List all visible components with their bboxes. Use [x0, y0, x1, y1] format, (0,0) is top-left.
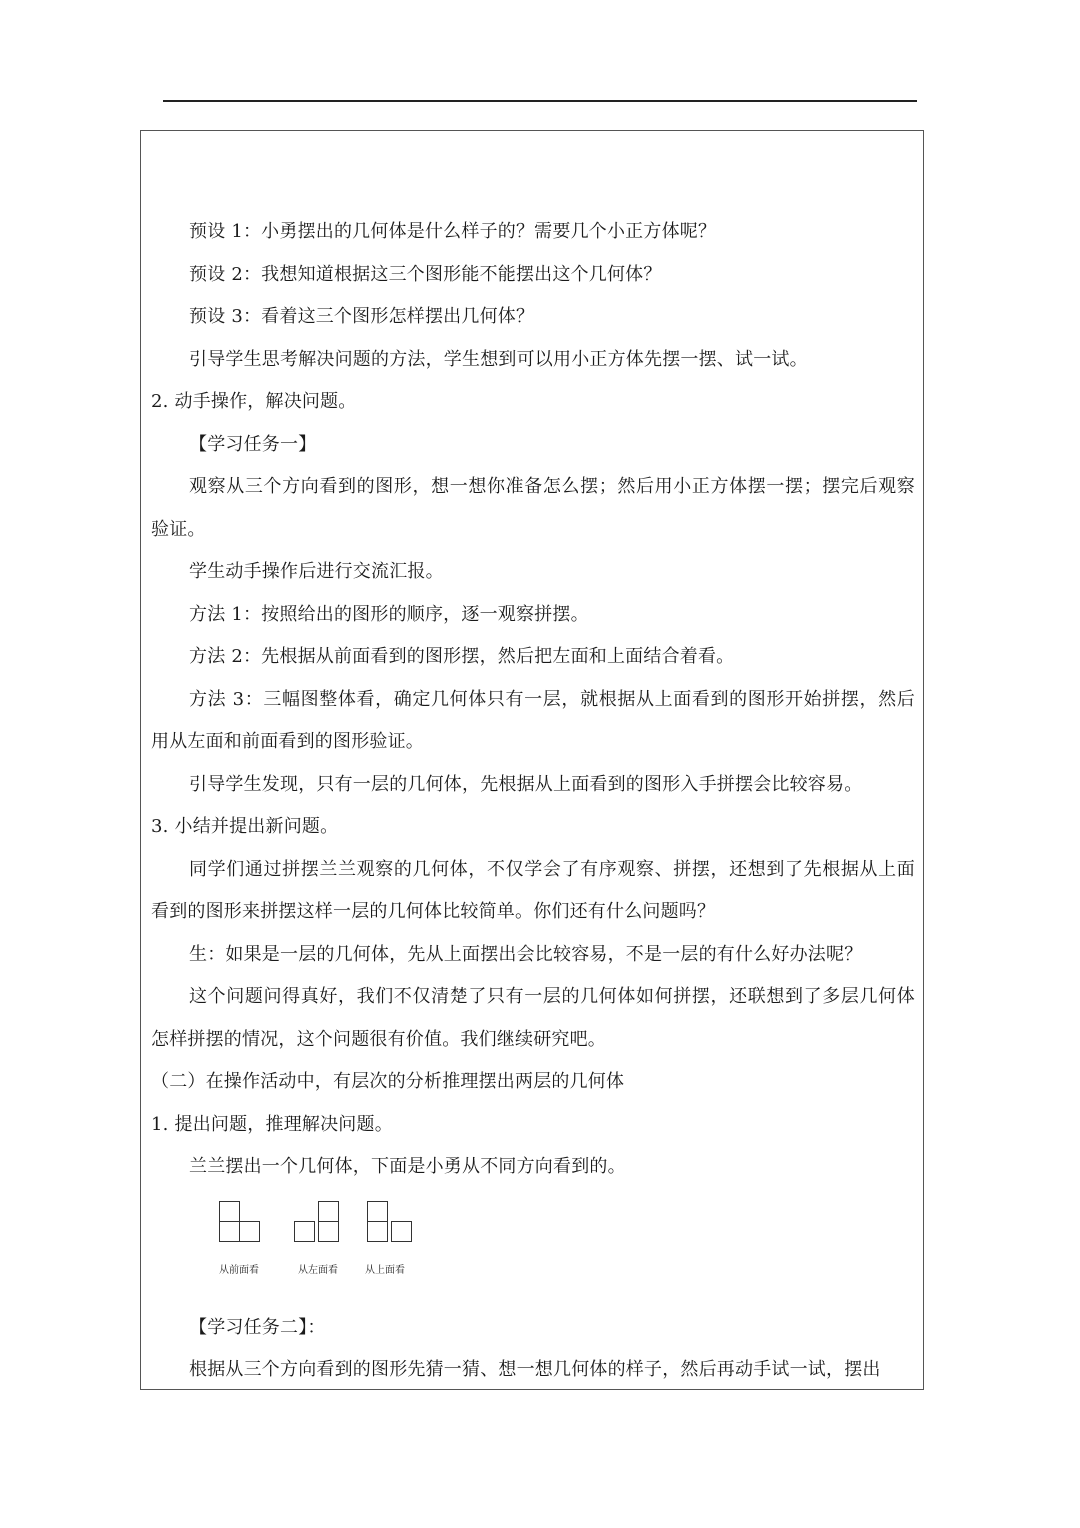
square: [219, 1201, 240, 1222]
lesson-table-cell: [140, 130, 924, 1390]
task-2-heading: 【学习任务二】：: [189, 1316, 326, 1338]
lesson-content: [151, 211, 915, 1390]
header-rule: [163, 100, 917, 102]
square: [367, 1201, 388, 1222]
square: [367, 1221, 388, 1242]
method-3: 方法 3：三幅图整体看，确定几何体只有一层，就根据从上面看到的图形开始拼摆，然后用从左面和前面看到的图形验证。: [151, 688, 915, 752]
view-figures: [151, 1195, 915, 1307]
section-2-heading: （二）在操作活动中，有层次的分析推理摆出两层的几何体: [151, 1071, 625, 1092]
left-view-label: 从左面看: [298, 1264, 338, 1276]
problem-text: 兰兰摆出一个几何体，下面是小勇从不同方向看到的。: [189, 1156, 626, 1177]
square: [318, 1221, 339, 1242]
step-2-heading: 2. 动手操作，解决问题。: [151, 391, 357, 412]
preset-1: 预设 1：小勇摆出的几何体是什么样子的？需要几个小正方体呢？: [189, 221, 717, 242]
summary-text: 同学们通过拼摆兰兰观察的几何体，不仅学会了有序观察、拼摆，还想到了先根据从上面看到的图形来拼摆这样一层的几何体比较简单。你们还有什么问题吗？: [151, 858, 915, 922]
square: [391, 1221, 412, 1242]
square: [294, 1221, 315, 1242]
task-2-text: 根据从三个方向看到的图形先猜一猜、想一想几何体的样子，然后再动手试一试，摆出: [189, 1359, 881, 1380]
report-text: 学生动手操作后进行交流汇报。: [189, 561, 444, 582]
student-question: 生：如果是一层的几何体，先从上面摆出会比较容易，不是一层的有什么好办法呢？: [189, 943, 863, 965]
square: [318, 1201, 339, 1222]
square: [219, 1221, 240, 1242]
teacher-response: 这个问题问得真好，我们不仅清楚了只有一层的几何体如何拼摆，还联想到了多层几何体怎样拼摆的情况，这个问题很有价值。我们继续研究吧。: [151, 986, 915, 1050]
front-view-label: 从前面看: [219, 1264, 259, 1276]
guide-discover: 引导学生发现，只有一层的几何体，先根据从上面看到的图形入手拼摆会比较容易。: [189, 773, 863, 795]
square: [239, 1221, 260, 1242]
task-1-heading: 【学习任务一】: [189, 433, 317, 455]
method-1: 方法 1：按照给出的图形的顺序，逐一观察拼摆。: [189, 603, 589, 625]
step-3-heading: 3. 小结并提出新问题。: [151, 816, 339, 837]
guide-think: 引导学生思考解决问题的方法，学生想到可以用小正方体先摆一摆、试一试。: [189, 348, 808, 370]
task-1-text: 观察从三个方向看到的图形，想一想你准备怎么摆；然后用小正方体摆一摆；摆完后观察验证。: [151, 476, 915, 540]
method-2: 方法 2：先根据从前面看到的图形摆，然后把左面和上面结合着看。: [189, 646, 735, 667]
preset-2: 预设 2：我想知道根据这三个图形能不能摆出这个几何体？: [189, 263, 662, 285]
preset-3: 预设 3：看着这三个图形怎样摆出几何体？: [189, 306, 535, 327]
top-view-label: 从上面看: [365, 1264, 405, 1276]
step-1-heading: 1. 提出问题，推理解决问题。: [151, 1113, 393, 1135]
